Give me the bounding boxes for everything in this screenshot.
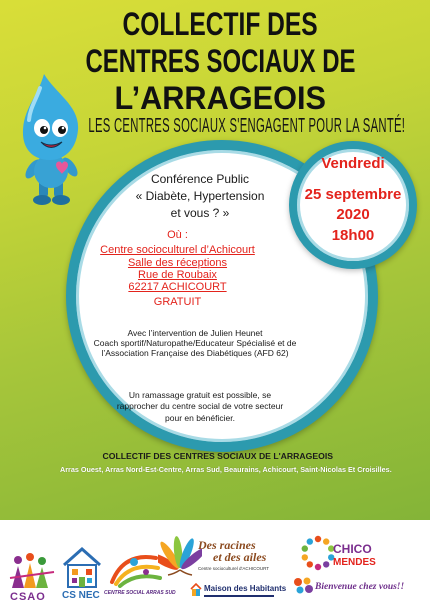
event-title-line-2: et vous ? » (170, 206, 230, 220)
cs-nec-logo (60, 545, 104, 603)
maison-label: Maison des Habitants (204, 584, 287, 593)
chico-label: CHICO (333, 542, 372, 556)
title-line-1: COLLECTIF DES (122, 6, 318, 42)
slogan: LES CENTRES SOCIAUX S'ENGAGENT POUR LA SANTÉ! (88, 115, 406, 137)
title-line-1-row (10, 6, 430, 43)
achicourt-logo (158, 526, 270, 580)
footer-collective-row (6, 452, 430, 462)
bienvenue-label: Bienvenue chez vous!! (315, 582, 405, 592)
chico-mendes-logo (300, 534, 386, 572)
arras-sud-label: CENTRE SOCIAL ARRAS SUD (104, 590, 176, 596)
slogan-row (80, 115, 414, 137)
people-ring-icon (300, 535, 336, 571)
speaker-line-2: Coach sportif/Naturopathe/Educateur Spécialisé et de (93, 338, 297, 348)
location-line-4: 62217 ACHICOURT (128, 281, 227, 293)
title-line-3: L’ARRAGEOIS (114, 80, 326, 116)
maison-underline (204, 595, 274, 597)
event-type: Conférence Public (150, 172, 250, 186)
maison-des-habitants-logo (190, 581, 287, 601)
location-line-3: Rue de Roubaix (138, 269, 217, 281)
footer-members-row (22, 466, 430, 476)
transport-line-3: pour en bénéficier. (165, 413, 235, 423)
date-date: 25 septembre (304, 186, 402, 203)
footer-collective: COLLECTIF DES CENTRES SOCIAUX DE L'ARRAGEOIS (102, 452, 334, 461)
achicourt-subtitle: Centre socioculturel d'ACHICOURT (198, 566, 270, 571)
cs-nec-label: CS NEC (62, 590, 100, 601)
mendes-label: MENDES (333, 557, 376, 568)
achicourt-name-line-2: et des ailes (213, 550, 267, 564)
achicourt-name-line-1: Des racines (198, 538, 256, 552)
event-title-line-1: « Diabète, Hypertension (135, 189, 265, 203)
location-line-2: Salle des réceptions (127, 257, 228, 269)
footer-members: Arras Ouest, Arras Nord-Est-Centre, Arras Sud, Beaurains, Achicourt, Saint-Nicolas Et Croisilles. (60, 467, 392, 474)
location-line-1: Centre socioculturel d’Achicourt (100, 244, 255, 256)
colored-dots-icon (292, 576, 314, 596)
speaker-line-3: l’Association Française des Diabétiques (AFD 62) (101, 348, 289, 358)
speaker-line-1: Avec l’intervention de Julien Heunet (127, 328, 263, 338)
title-line-2: CENTRES SOCIAUX DE (85, 43, 355, 79)
arras-sud-swirl-icon (104, 548, 164, 588)
date-time: 18h00 (331, 227, 375, 244)
bienvenue-logo (292, 576, 414, 598)
colored-house-icon (190, 583, 202, 597)
date-year: 2020 (336, 206, 370, 223)
transport-line-1: Un ramassage gratuit est possible, se (128, 390, 272, 400)
transport-line-2: rapprocher du centre social de votre secteur (116, 401, 284, 411)
price-label: GRATUIT (153, 296, 202, 308)
csao-logo (8, 552, 56, 604)
date-day: Vendredi (321, 155, 385, 172)
bird-fan-icon (158, 526, 202, 576)
location-label: Où : (167, 229, 188, 241)
csao-label: CSAO (10, 591, 46, 603)
cs-nec-house-icon (60, 545, 104, 589)
csao-figures-icon (8, 552, 56, 592)
arras-sud-logo (104, 548, 176, 600)
